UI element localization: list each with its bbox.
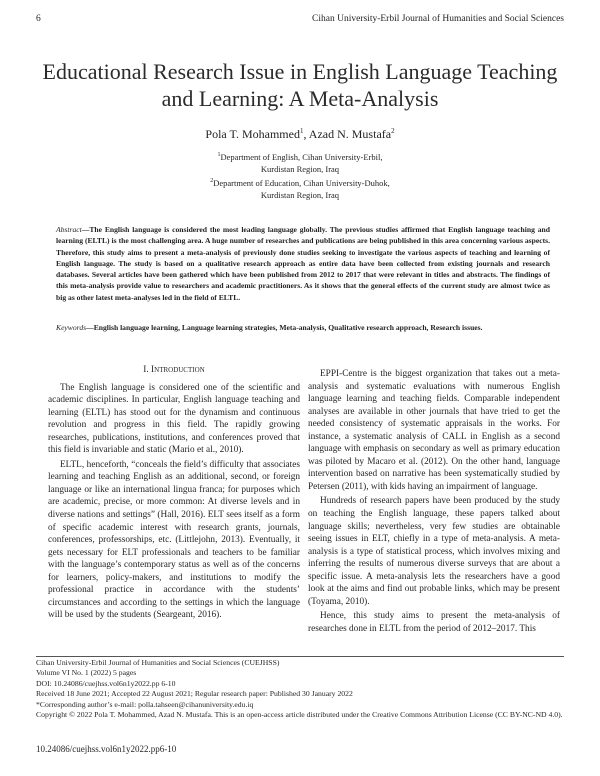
footer-divider bbox=[36, 656, 564, 657]
author-separator: , bbox=[303, 127, 309, 141]
author-name: Azad N. Mustafa bbox=[308, 127, 392, 141]
abstract-text: The English language is considered the most leading language globally. The previous studies affirmed that English language teaching and learning (ELTL) is the most challenging area. A huge number of researches and publications are being published in this area concerning various aspects. Therefore, this study aims to present a meta-analysis of previously done studies seeking to investigate the various aspects of teaching and learning of English language. The study is based on a qualitative research approach as entire data have been collected from existing journals and research databases. Several articles have been gathered which have been published from 2012 to 2017 that were relevant in titles and abstracts. The findings of this meta-analysis provide value to researchers and academic practitioners. As it shows that the general effects of the current study are almost twice as big as other latest meta-analyses led in the field of ELTL. bbox=[56, 225, 550, 302]
body-paragraph: Hundreds of research papers have been produced by the study on teaching the English language, these papers talked about language skills; nevertheless, very few studies are obtainable seeing issues in ELT, chiefly in a type of meta-analysis. A meta-analysis is a type of statistical process, which involves mixing and inferring the results of numerous diverse surveys that are about a specific issue. A meta-analysis lets the researchers have a good look at the aims and find out probable links, which may be present (Toyama, 2010). bbox=[308, 496, 560, 607]
footer-line: Cihan University-Erbil Journal of Humanities and Social Sciences (CUEJHSS) bbox=[36, 658, 280, 667]
abstract bbox=[56, 224, 550, 303]
affiliations bbox=[0, 149, 600, 201]
keywords bbox=[56, 322, 550, 333]
affiliation-line: Department of Education, Cihan University-Duhok, bbox=[213, 177, 390, 188]
body-paragraph: EPPI-Centre is the biggest organization that takes out a meta-analysis and systematic evaluations with numerous English language learning and teaching fields. Comparable independent analyses are available in other journals that have tried to get the needed consistency of systematic appraisals in the works. For instance, a systematic analysis of CALL in English as a second language with emphasis on secondary as well as primary education was piloted by Macaro et al. (2012). On the other hand, language intervention based on narrative has been systematically studied by Petersen (2011), with kids having an impairment of language. bbox=[308, 369, 560, 492]
bottom-doi: 10.24086/cuejhss.vol6n1y2022.pp6-10 bbox=[36, 744, 177, 754]
author-affiliation-mark: 2 bbox=[391, 127, 395, 135]
running-header-journal: Cihan University-Erbil Journal of Humanities and Social Sciences bbox=[312, 14, 564, 24]
affiliation-line: Department of English, Cihan University-Erbil, bbox=[220, 151, 383, 162]
paper-title: Educational Research Issue in English Language Teaching and Learning: A Meta-Analysis bbox=[42, 59, 558, 111]
footer-line: Volume VI No. 1 (2022) 5 pages bbox=[36, 668, 137, 678]
body-paragraph: Hence, this study aims to present the meta-analysis of researches done in ELTL from the period of 2012–2017. This bbox=[308, 611, 560, 634]
author-line bbox=[0, 127, 600, 142]
keywords-text: English language learning, Language learning strategies, Meta-analysis, Qualitative research approach, Research issues. bbox=[93, 323, 483, 332]
abstract-dash: — bbox=[81, 225, 90, 234]
page-number: 6 bbox=[36, 14, 41, 24]
article-info-footer bbox=[36, 658, 566, 720]
affiliation-line: Kurdistan Region, Iraq bbox=[260, 163, 340, 174]
affiliation-line: Kurdistan Region, Iraq bbox=[260, 189, 340, 200]
body-paragraph: ELTL, henceforth, “conceals the field’s difficulty that associates learning and teaching English as an additional, second, or foreign language or like an international lingua franca; for purposes which are academic, precise, or more common: At diverse levels and in diverse nations and settings” (Hall, 2016). ELT sees itself as a form of specific academic interest with research grants, journals, conferences, professorships, etc. (Littlejohn, 2013). Eventually, it gets necessary for ELT professionals and teachers to be familiar with the language’s contemporary status as well as of the concerns for learners, policy-makers, and institutions to modify the professional practice in accordance with the students’ circumstances and according to the settings in which the language will be used by the students (Seargeant, 2016). bbox=[48, 459, 300, 621]
body-paragraph: The English language is considered one of the scientific and academic disciplines. In particular, English language teaching and learning (ELTL) has stood out for the dynamism and continuous revolution and progress in this field. The rapidly growing researches, publications, institutions, and conferences proved that this field is invariable and static (Mario et al., 2010). bbox=[48, 382, 300, 456]
footer-line: Received 18 June 2021; Accepted 22 August 2021; Regular research paper: Published 30 January 2022 bbox=[36, 689, 353, 699]
affiliation-mark: 2 bbox=[210, 177, 214, 184]
author-name: Pola T. Mohammed bbox=[205, 127, 300, 141]
section-heading: I. Introduction bbox=[143, 365, 205, 375]
footer-doi: DOI: 10.24086/cuejhss.vol6n1y2022.pp 6-10 bbox=[36, 678, 176, 688]
body-column-right bbox=[308, 368, 560, 637]
abstract-label: Abstract bbox=[56, 225, 82, 234]
body-column-left bbox=[48, 364, 300, 624]
footer-copyright: Copyright © 2022 Pola T. Mohammed, Azad N. Mustafa. This is an open-access article distributed under the Creative Commons Attribution License (CC BY-NC-ND 4.0). bbox=[36, 710, 563, 720]
affiliation-mark: 1 bbox=[217, 152, 221, 158]
keywords-label: Keywords bbox=[56, 323, 87, 332]
author-affiliation-mark: 1 bbox=[299, 127, 304, 135]
footer-email: *Corresponding author’s e-mail: polla.tahseen@cihanuniversity.edu.iq bbox=[36, 699, 254, 709]
keywords-dash: — bbox=[86, 323, 94, 332]
